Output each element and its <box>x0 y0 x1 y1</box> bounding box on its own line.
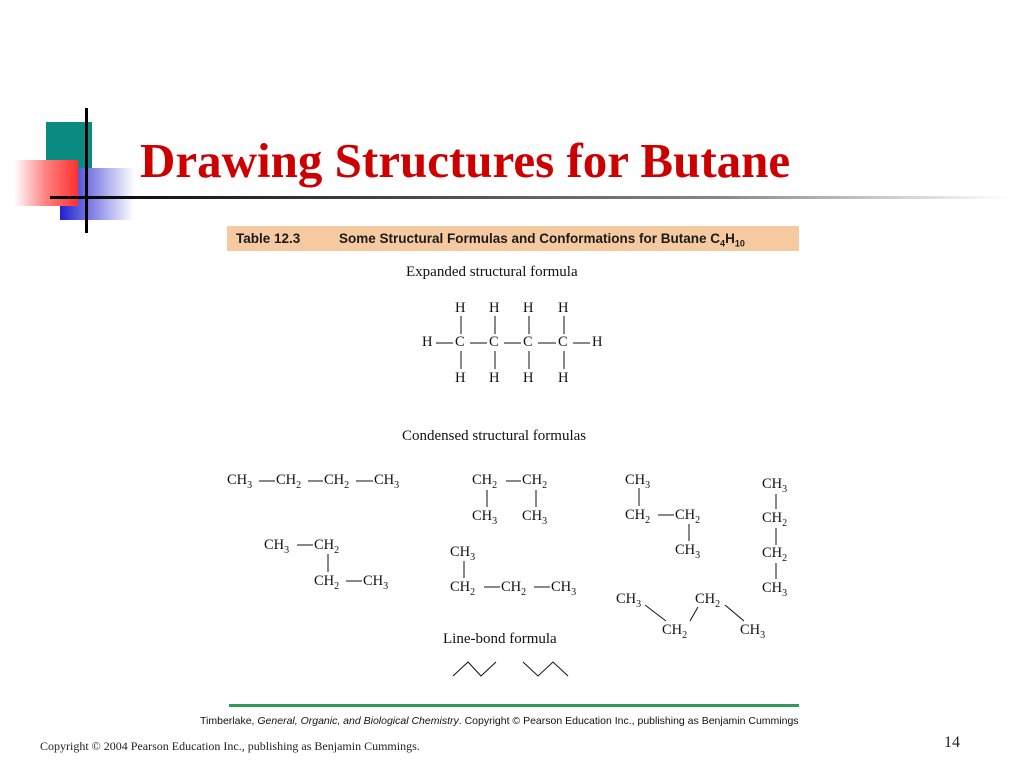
atom-h: H <box>422 334 433 350</box>
group-ch3: $CH_3$ <box>551 579 577 598</box>
page-number: 14 <box>944 734 960 751</box>
group-ch2: $CH_2$ <box>762 545 788 564</box>
group-ch2: $CH_2$ <box>324 472 350 491</box>
group-ch3: $CH_3$ <box>740 622 766 641</box>
figure-divider <box>229 704 799 707</box>
group-ch2: $CH_2$ <box>472 472 498 491</box>
group-ch2: $CH_2$ <box>625 507 651 526</box>
linebond-formula-label: Line-bond formula <box>443 631 557 647</box>
group-ch3: $CH_3$ <box>227 472 253 491</box>
atom-h: H <box>489 370 500 386</box>
expanded-formula-label: Expanded structural formula <box>406 264 578 280</box>
atom-c: C <box>523 334 533 350</box>
group-ch3: $CH_3$ <box>264 537 290 556</box>
slide-footer: Copyright © 2004 Pearson Education Inc., publishing as Benjamin Cummings. <box>40 739 420 753</box>
group-ch2: $CH_2$ <box>675 507 701 526</box>
table-caption: Some Structural Formulas and Conformations for Butane $C_4H_{10}$ <box>339 231 745 249</box>
atom-h: H <box>455 300 466 316</box>
group-ch3: $CH_3$ <box>363 573 389 592</box>
atom-c: C <box>455 334 465 350</box>
figure-credit: Timberlake, General, Organic, and Biological Chemistry. Copyright © Pearson Education Inc., publishing as Benjamin Cummings <box>200 715 799 727</box>
group-ch3: $CH_3$ <box>374 472 400 491</box>
group-ch2: $CH_2$ <box>762 510 788 529</box>
atom-c: C <box>558 334 568 350</box>
linebond-zigzag-1 <box>453 662 496 676</box>
slide-title: Drawing Structures for Butane <box>140 133 791 188</box>
group-ch2: $CH_2$ <box>314 537 340 556</box>
atom-h: H <box>558 300 569 316</box>
linebond-zigzag-2 <box>523 662 568 676</box>
atom-h: H <box>489 300 500 316</box>
group-ch2: $CH_2$ <box>522 472 548 491</box>
atom-h: H <box>455 370 466 386</box>
atom-h: H <box>592 334 603 350</box>
group-ch3: $CH_3$ <box>762 580 788 599</box>
atom-h: H <box>523 300 534 316</box>
group-ch2: $CH_2$ <box>276 472 302 491</box>
table-number: Table 12.3 <box>236 231 301 246</box>
atom-h: H <box>523 370 534 386</box>
group-ch2: $CH_2$ <box>662 622 688 641</box>
group-ch3: $CH_3$ <box>522 508 548 527</box>
group-ch3: $CH_3$ <box>762 476 788 495</box>
group-ch3: $CH_3$ <box>625 472 651 491</box>
group-ch2: $CH_2$ <box>314 573 340 592</box>
group-ch2: $CH_2$ <box>450 579 476 598</box>
atom-c: C <box>489 334 499 350</box>
group-ch2: $CH_2$ <box>695 591 721 610</box>
group-ch3: $CH_3$ <box>472 508 498 527</box>
condensed-formula-label: Condensed structural formulas <box>402 428 587 444</box>
group-ch3: $CH_3$ <box>675 542 701 561</box>
group-ch2: $CH_2$ <box>501 579 527 598</box>
atom-h: H <box>558 370 569 386</box>
group-ch3: $CH_3$ <box>616 591 642 610</box>
group-ch3: $CH_3$ <box>450 544 476 563</box>
